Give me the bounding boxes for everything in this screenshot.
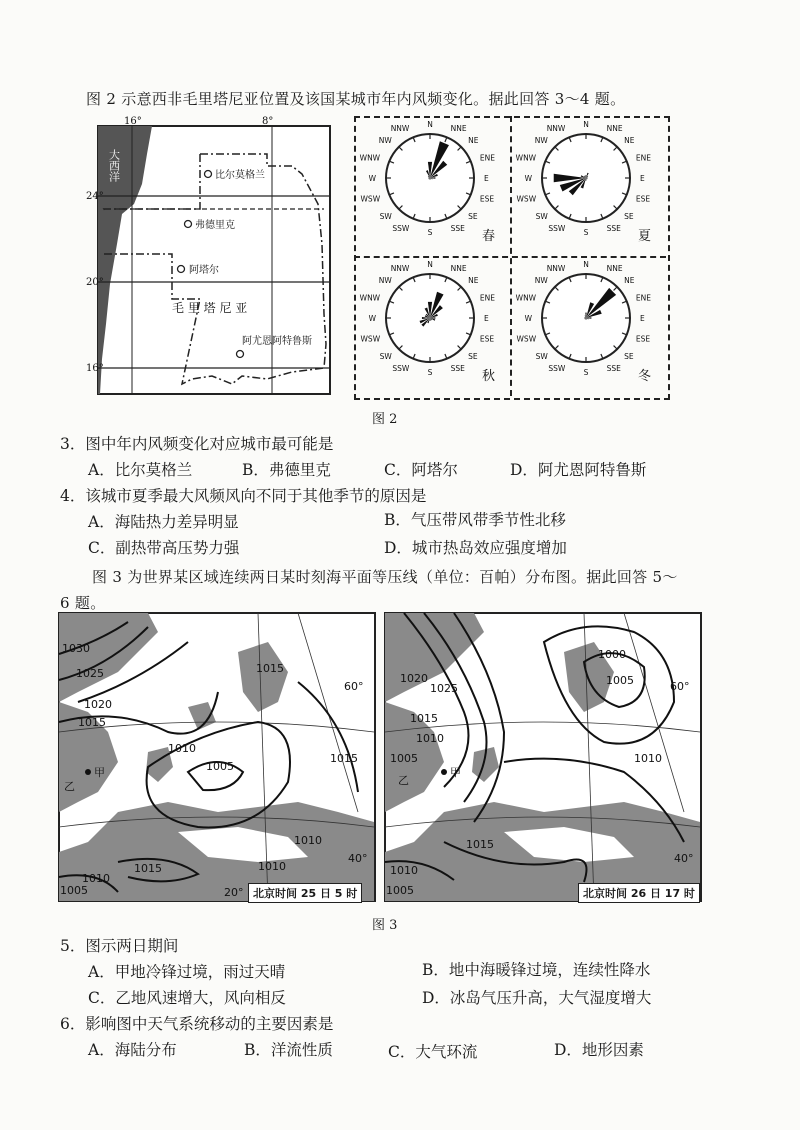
rose-dir-label: E — [484, 314, 489, 323]
rose-dir-label: E — [640, 314, 645, 323]
rose-dir-label: SW — [535, 212, 548, 222]
rose-dir-label: ESE — [479, 334, 495, 344]
rose-dir-label: W — [524, 174, 532, 183]
rose-dir-label: SE — [624, 352, 634, 362]
rose-dir-label: SSE — [606, 363, 621, 373]
rose-dir-label: NW — [378, 135, 392, 145]
q6-option-a[interactable]: A．海陆分布 — [88, 1041, 177, 1059]
lat-label-24: 24° — [86, 191, 104, 202]
point-yi-label: 乙 — [398, 774, 409, 787]
isobar-label: 1005 — [390, 752, 418, 765]
rose-dir-label: SSW — [548, 223, 566, 233]
isobar-label: 1015 — [466, 838, 494, 851]
isobar-label: 1010 — [258, 860, 286, 873]
q5-option-a[interactable]: A．甲地冷锋过境，雨过天晴 — [88, 963, 286, 981]
isobar-label: 1020 — [84, 698, 112, 711]
lat-label-16: 16° — [86, 363, 104, 374]
lat-label-20: 20° — [86, 277, 104, 288]
q3-option-d[interactable]: D．阿尤恩阿特鲁斯 — [510, 461, 647, 479]
lat-label: 40° — [674, 852, 694, 865]
rose-dir-label: NNE — [450, 124, 467, 134]
isobar-label: 1010 — [634, 752, 662, 765]
season-label: 冬 — [638, 369, 652, 384]
isobar-label: 1005 — [386, 884, 414, 897]
rose-dir-label: NNW — [390, 124, 410, 134]
q3-option-b[interactable]: B．弗德里克 — [242, 461, 331, 479]
rose-dir-label: WSW — [360, 334, 381, 344]
wind-rose-2 — [360, 260, 496, 384]
rose-dir-label: SE — [468, 352, 478, 362]
q3-option-c[interactable]: C．阿塔尔 — [384, 461, 458, 479]
rose-dir-label: ESE — [479, 194, 495, 204]
rose-dir-label: NNW — [546, 124, 566, 134]
q5-option-d[interactable]: D．冰岛气压升高，大气湿度增大 — [422, 989, 652, 1007]
rose-dir-label: W — [368, 314, 376, 323]
rose-dir-label: NE — [468, 275, 479, 285]
city-ayoun: 阿尤恩阿特鲁斯 — [242, 336, 312, 347]
isobar-label: 1005 — [206, 760, 234, 773]
isobar-map-right — [384, 612, 702, 902]
rose-dir-label: N — [583, 260, 589, 269]
rose-dir-label: N — [427, 120, 433, 129]
rose-dir-label: SSW — [392, 363, 410, 373]
q4-stem: 4．该城市夏季最大风频风向不同于其他季节的原因是 — [60, 487, 427, 505]
wind-rose-0 — [360, 120, 496, 244]
time-label-right: 北京时间 26 日 17 时 — [578, 883, 700, 903]
isobar-label: 1030 — [62, 642, 90, 655]
rose-dir-label: WNW — [515, 153, 537, 163]
rose-dir-label: WNW — [515, 293, 537, 303]
mauritania-map — [86, 114, 336, 396]
isobar-label: 1015 — [134, 862, 162, 875]
q4-option-b[interactable]: B．气压带风带季节性北移 — [384, 511, 566, 529]
lon-label-8: 8° — [262, 116, 274, 127]
point-jia-label: 甲 — [450, 766, 461, 779]
rose-dir-label: ESE — [635, 334, 651, 344]
rose-dir-label: S — [583, 368, 589, 377]
wind-rose-1 — [516, 120, 652, 244]
intro-fig3-line1: 图 3 为世界某区域连续两日某时刻海平面等压线（单位：百帕）分布图。据此回答 5～ — [92, 568, 678, 586]
rose-dir-label: SW — [535, 352, 548, 362]
rose-dir-label: NNE — [450, 264, 467, 274]
q5-option-b[interactable]: B．地中海暖锋过境，连续性降水 — [422, 961, 651, 979]
rose-dir-label: E — [484, 174, 489, 183]
country-label: 毛 里 塔 尼 亚 — [172, 301, 248, 315]
rose-dir-label: E — [640, 174, 645, 183]
rose-dir-label: W — [524, 314, 532, 323]
lat-label: 40° — [348, 852, 368, 865]
point-yi-label: 乙 — [64, 780, 75, 793]
ocean-label: 大西洋 — [107, 149, 121, 182]
isobar-label: 1025 — [430, 682, 458, 695]
city-fderik: 弗德里克 — [195, 220, 235, 231]
q4-option-a[interactable]: A．海陆热力差异明显 — [88, 513, 239, 531]
rose-dir-label: SSE — [450, 363, 465, 373]
rose-dir-label: NNW — [390, 264, 410, 274]
rose-dir-label: NNW — [546, 264, 566, 274]
rose-dir-label: NE — [624, 275, 635, 285]
isobar-label: 1010 — [390, 864, 418, 877]
isobar-map-left — [58, 612, 376, 902]
rose-dir-label: N — [583, 120, 589, 129]
rose-dir-label: NNE — [606, 264, 623, 274]
rose-dir-label: SW — [379, 352, 392, 362]
point-jia-label: 甲 — [94, 766, 105, 779]
rose-dir-label: ENE — [479, 153, 495, 163]
rose-dir-label: NE — [468, 135, 479, 145]
rose-dir-label: SW — [379, 212, 392, 222]
isobar-label: 1015 — [330, 752, 358, 765]
fig2-caption: 图 2 — [372, 412, 398, 427]
q6-option-b[interactable]: B．洋流性质 — [244, 1041, 333, 1059]
rose-dir-label: S — [583, 228, 589, 237]
rose-dir-label: NNE — [606, 124, 623, 134]
season-label: 春 — [482, 229, 496, 244]
intro-fig2: 图 2 示意西非毛里塔尼亚位置及该国某城市年内风频变化。据此回答 3～4 题。 — [86, 90, 626, 108]
lon-label: 20° — [224, 886, 244, 899]
lat-label: 60° — [344, 680, 364, 693]
rose-dir-label: WNW — [359, 153, 381, 163]
rose-dir-label: ENE — [479, 293, 495, 303]
isobar-label: 1015 — [78, 716, 106, 729]
q6-option-d[interactable]: D．地形因素 — [554, 1041, 644, 1059]
city-bilmoggran: 比尔莫格兰 — [215, 170, 265, 181]
lon-label-16: 16° — [124, 116, 142, 127]
point-jia — [85, 769, 91, 775]
rose-dir-label: SSE — [606, 223, 621, 233]
q6-stem: 6．影响图中天气系统移动的主要因素是 — [60, 1015, 334, 1033]
city-marker — [237, 351, 244, 358]
rose-dir-label: S — [427, 368, 433, 377]
lat-label: 60° — [670, 680, 690, 693]
isobar-label: 1020 — [400, 672, 428, 685]
q5-stem: 5．图示两日期间 — [60, 937, 179, 955]
isobar-label: 1005 — [606, 674, 634, 687]
isobar-label: 1010 — [294, 834, 322, 847]
q5-option-c[interactable]: C．乙地风速增大，风向相反 — [88, 989, 286, 1007]
rose-dir-label: SE — [624, 212, 634, 222]
time-label-left: 北京时间 25 日 5 时 — [248, 883, 362, 903]
rose-dir-label: SSW — [548, 363, 566, 373]
rose-dir-label: NE — [624, 135, 635, 145]
rose-dir-label: NW — [378, 275, 392, 285]
rose-dir-label: SSW — [392, 223, 410, 233]
isobar-label: 1000 — [598, 648, 626, 661]
isobar-label: 1010 — [416, 732, 444, 745]
point-jia — [441, 769, 447, 775]
rose-dir-label: WNW — [359, 293, 381, 303]
rose-dir-label: NW — [534, 135, 548, 145]
city-marker — [178, 266, 185, 273]
season-label: 秋 — [482, 369, 496, 384]
isobar-label: 1015 — [410, 712, 438, 725]
season-label: 夏 — [638, 229, 652, 244]
isobar-label: 1025 — [76, 667, 104, 680]
city-atar: 阿塔尔 — [189, 265, 219, 276]
rose-dir-label: ENE — [635, 153, 651, 163]
rose-dir-label: ESE — [635, 194, 651, 204]
q3-option-a[interactable]: A．比尔莫格兰 — [88, 461, 193, 479]
fig3-caption: 图 3 — [372, 918, 398, 933]
q3-stem: 3．图中年内风频变化对应城市最可能是 — [60, 435, 334, 453]
rose-dir-label: SE — [468, 212, 478, 222]
isobar-label: 1010 — [82, 872, 110, 885]
rose-dir-label: ENE — [635, 293, 651, 303]
rose-dir-label: NW — [534, 275, 548, 285]
intro-fig3-line2: 6 题。 — [60, 594, 106, 612]
isobar-label: 1005 — [60, 884, 88, 897]
city-marker — [185, 221, 192, 228]
rose-dir-label: SSE — [450, 223, 465, 233]
rose-dir-label: WSW — [360, 194, 381, 204]
isobar-label: 1010 — [168, 742, 196, 755]
rose-dir-label: S — [427, 228, 433, 237]
wind-roses — [354, 116, 668, 398]
q4-option-c[interactable]: C．副热带高压势力强 — [88, 539, 240, 557]
city-marker — [205, 171, 212, 178]
q4-option-d[interactable]: D．城市热岛效应强度增加 — [384, 539, 567, 557]
rose-dir-label: WSW — [516, 194, 537, 204]
rose-dir-label: N — [427, 260, 433, 269]
rose-dir-label: W — [368, 174, 376, 183]
isobar-label: 1015 — [256, 662, 284, 675]
q6-option-c[interactable]: C．大气环流 — [388, 1043, 478, 1061]
wind-rose-3 — [516, 260, 652, 384]
rose-dir-label: WSW — [516, 334, 537, 344]
